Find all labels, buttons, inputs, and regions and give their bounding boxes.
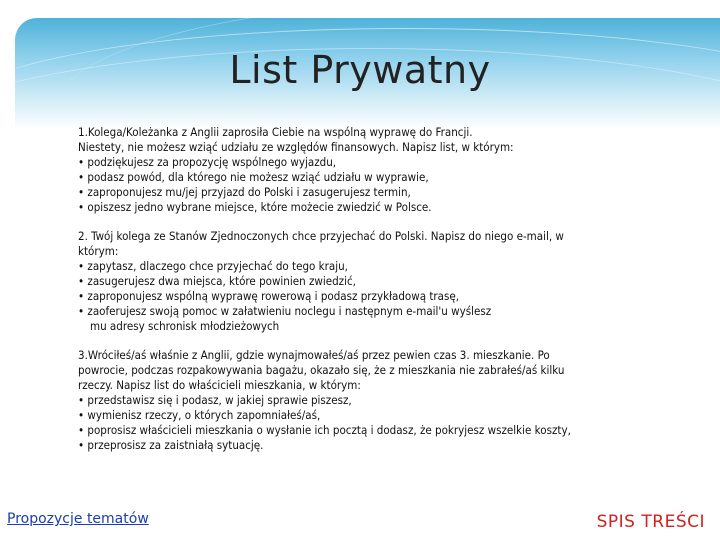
bullet-item: • zaproponujesz wspólną wyprawę rowerową i podasz przykładową trasę, bbox=[78, 289, 460, 303]
bullet-item: • przeprosisz za zaistniałą sytuację. bbox=[78, 438, 264, 452]
bullet-item: • podasz powód, dla którego nie możesz wziąć udziału w wyprawie, bbox=[78, 170, 429, 184]
slide-content bbox=[78, 125, 648, 467]
topic-3 bbox=[78, 348, 648, 453]
bullet-item: • zaoferujesz swoją pomoc w załatwieniu noclegu i następnym e-mail'u wyślesz bbox=[78, 304, 492, 318]
text-line: powrocie, podczas rozpakowywania bagażu, okazało się, że z mieszkania nie zabrałeś/aś kilku bbox=[78, 363, 565, 377]
bullet-item: • zasugerujesz dwa miejsca, które powinien zwiedzić, bbox=[78, 274, 356, 288]
bullet-item: • opiszesz jedno wybrane miejsce, które możecie zwiedzić w Polsce. bbox=[78, 200, 432, 214]
text-line: 1.Kolega/Koleżanka z Anglii zaprosiła Ciebie na wspólną wyprawę do Francji. bbox=[78, 125, 473, 139]
text-line: rzeczy. Napisz list do właścicieli mieszkania, w którym: bbox=[78, 378, 361, 392]
topic-2 bbox=[78, 229, 648, 334]
bullet-item: • zapytasz, dlaczego chce przyjechać do tego kraju, bbox=[78, 259, 348, 273]
text-line: Niestety, nie możesz wziąć udziału ze względów finansowych. Napisz list, w którym: bbox=[78, 140, 514, 154]
toc-link[interactable]: SPIS TREŚCI bbox=[596, 512, 705, 532]
bullet-item: • przedstawisz się i podasz, w jakiej sprawie piszesz, bbox=[78, 393, 352, 407]
text-line: którym: bbox=[78, 244, 119, 258]
text-line: 3.Wróciłeś/aś właśnie z Anglii, gdzie wynajmowałeś/aś przez pewien czas 3. mieszkanie. Po bbox=[78, 348, 550, 362]
bullet-item: • podziękujesz za propozycję wspólnego wyjazdu, bbox=[78, 155, 337, 169]
slide-title: List Prywatny bbox=[229, 48, 491, 92]
bullet-item: • wymienisz rzeczy, o których zapomniałeś/aś, bbox=[78, 408, 321, 422]
bullet-item: • zaproponujesz mu/jej przyjazd do Polski i zasugerujesz termin, bbox=[78, 185, 411, 199]
text-line: 2. Twój kolega ze Stanów Zjednoczonych chce przyjechać do Polski. Napisz do niego e-mail, w bbox=[78, 229, 564, 243]
bullet-item: • poprosisz właścicieli mieszkania o wysłanie ich pocztą i dodasz, że pokryjesz wszelkie koszty, bbox=[78, 423, 571, 437]
topics-link[interactable]: Propozycje tematów bbox=[7, 511, 149, 527]
topic-1 bbox=[78, 125, 648, 215]
text-line: mu adresy schronisk młodzieżowych bbox=[90, 319, 280, 333]
